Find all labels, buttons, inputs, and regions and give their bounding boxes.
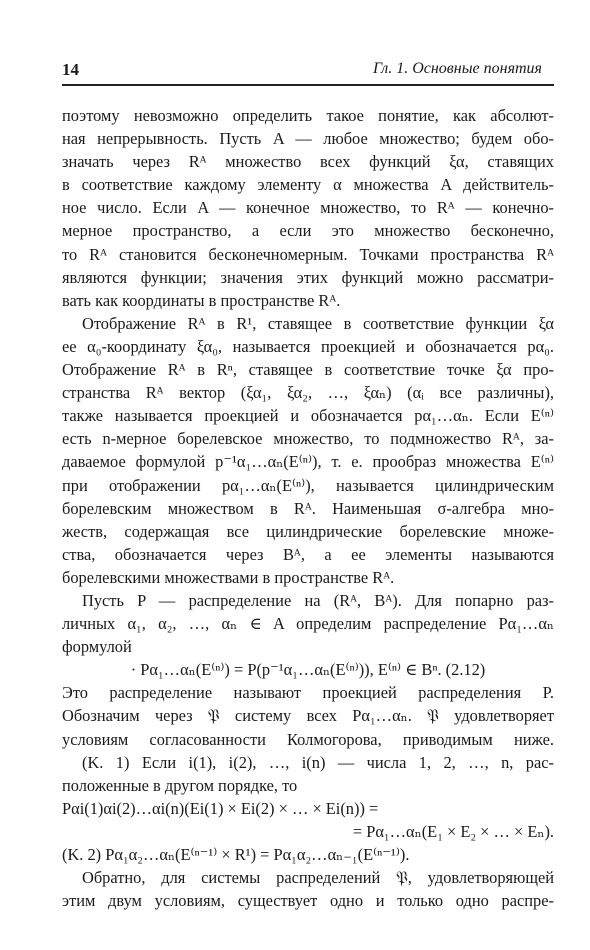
text-line: мерное пространство, а если это множество бесконечно, [62,221,554,241]
text-line: (K. 1) Если i(1), i(2), …, i(n) — числа 1, 2, …, n, рас- [82,752,554,772]
text-line: Отображение Rᴬ в R¹, ставящее в соответствие функции ξα [82,313,554,333]
body-text [62,104,554,912]
text-line: даваемое формулой p⁻¹α₁…αₙ(E⁽ⁿ⁾), т. е. прообраз множества E⁽ⁿ⁾ [62,452,554,472]
text-line: ее α₀-координату ξα₀, называется проекцией и обозначается pα₀. [62,336,554,356]
text-line: Это распределение называют проекцией распределения P. [62,683,554,703]
text-line: при отображении pα₁…αₙ(E⁽ⁿ⁾), называется цилиндрическим [62,475,554,495]
text-line: Pαi(1)αi(2)…αi(n)(Ei(1) × Ei(2) × … × Ei(n)) = [62,798,379,818]
text-line: борелевским множеством в Rᴬ. Наименьшая σ-алгебра мно- [62,498,554,518]
text-line: этим двум условиям, существует одно и только одно распре- [62,891,554,911]
text-line: (K. 2) Pα₁α₂…αₙ(E⁽ⁿ⁻¹⁾ × R¹) = Pα₁α₂…αₙ₋₁(E⁽ⁿ⁻¹⁾). [62,845,410,864]
text-line: Обозначим через 𝔓 систему всех Pα₁…αₙ. 𝔓 удовлетворяет [62,706,554,726]
text-line: в соответствие каждому элементу α множества A действитель- [62,175,554,195]
text-line: борелевскими множествами в пространстве Rᴬ. [62,567,395,587]
text-line: поэтому невозможно определить такое понятие, как абсолют- [62,106,554,125]
text-line: ства, обозначается через Bᴬ, а ее элементы называются [62,544,554,564]
text-line: положенные в другом порядке, то [62,775,298,795]
text-line: жеств, содержащая все цилиндрические борелевские множе- [62,521,554,541]
text-line: условиям согласованности Колмогорова, приводимым ниже. [62,729,554,749]
text-line: ное число. Если A — конечное множество, то Rᴬ — конечно- [62,198,554,218]
text-line: также называется проекцией и обозначается pα₁…αₙ. Если E⁽ⁿ⁾ [62,406,554,426]
running-head: Гл. 1. Основные понятия [372,60,542,77]
page-header [62,58,554,84]
text-line: то Rᴬ становится бесконечномерным. Точками пространства Rᴬ [62,244,554,264]
page-number: 14 [62,60,79,79]
header-rule [62,84,554,86]
text-line: есть n-мерное борелевское множество, то подмножество Rᴬ, за- [62,429,554,449]
text-line: · Pα₁…αₙ(E⁽ⁿ⁾) = P(p⁻¹α₁…αₙ(E⁽ⁿ⁾)), E⁽ⁿ⁾ ∈ Bⁿ. (2.12) [130,660,486,680]
text-line: ная непрерывность. Пусть A — любое множество; будем обо- [62,129,554,149]
text-line: формулой [62,637,132,657]
text-line: Пусть P — распределение на (Rᴬ, Bᴬ). Для попарно раз- [82,590,554,610]
text-line: значать через Rᴬ множество всех функций ξα, ставящих [62,152,554,172]
text-line: = Pα₁…αₙ(E₁ × E₂ × … × Eₙ). [352,821,554,841]
text-line: Отображение Rᴬ в Rⁿ, ставящее в соответствие точке ξα про- [62,360,554,380]
text-line: являются функции; значения этих функций можно рассматри- [62,267,554,287]
text-line: Обратно, для системы распределений 𝔓, удовлетворяющей [82,868,554,888]
text-line: странства Rᴬ вектор (ξα₁, ξα₂, …, ξαₙ) (αᵢ все различны), [62,383,554,403]
text-line: личных α₁, α₂, …, αₙ ∈ A определим распределение Pα₁…αₙ [62,614,554,634]
text-line: вать как координаты в пространстве Rᴬ. [62,290,341,310]
